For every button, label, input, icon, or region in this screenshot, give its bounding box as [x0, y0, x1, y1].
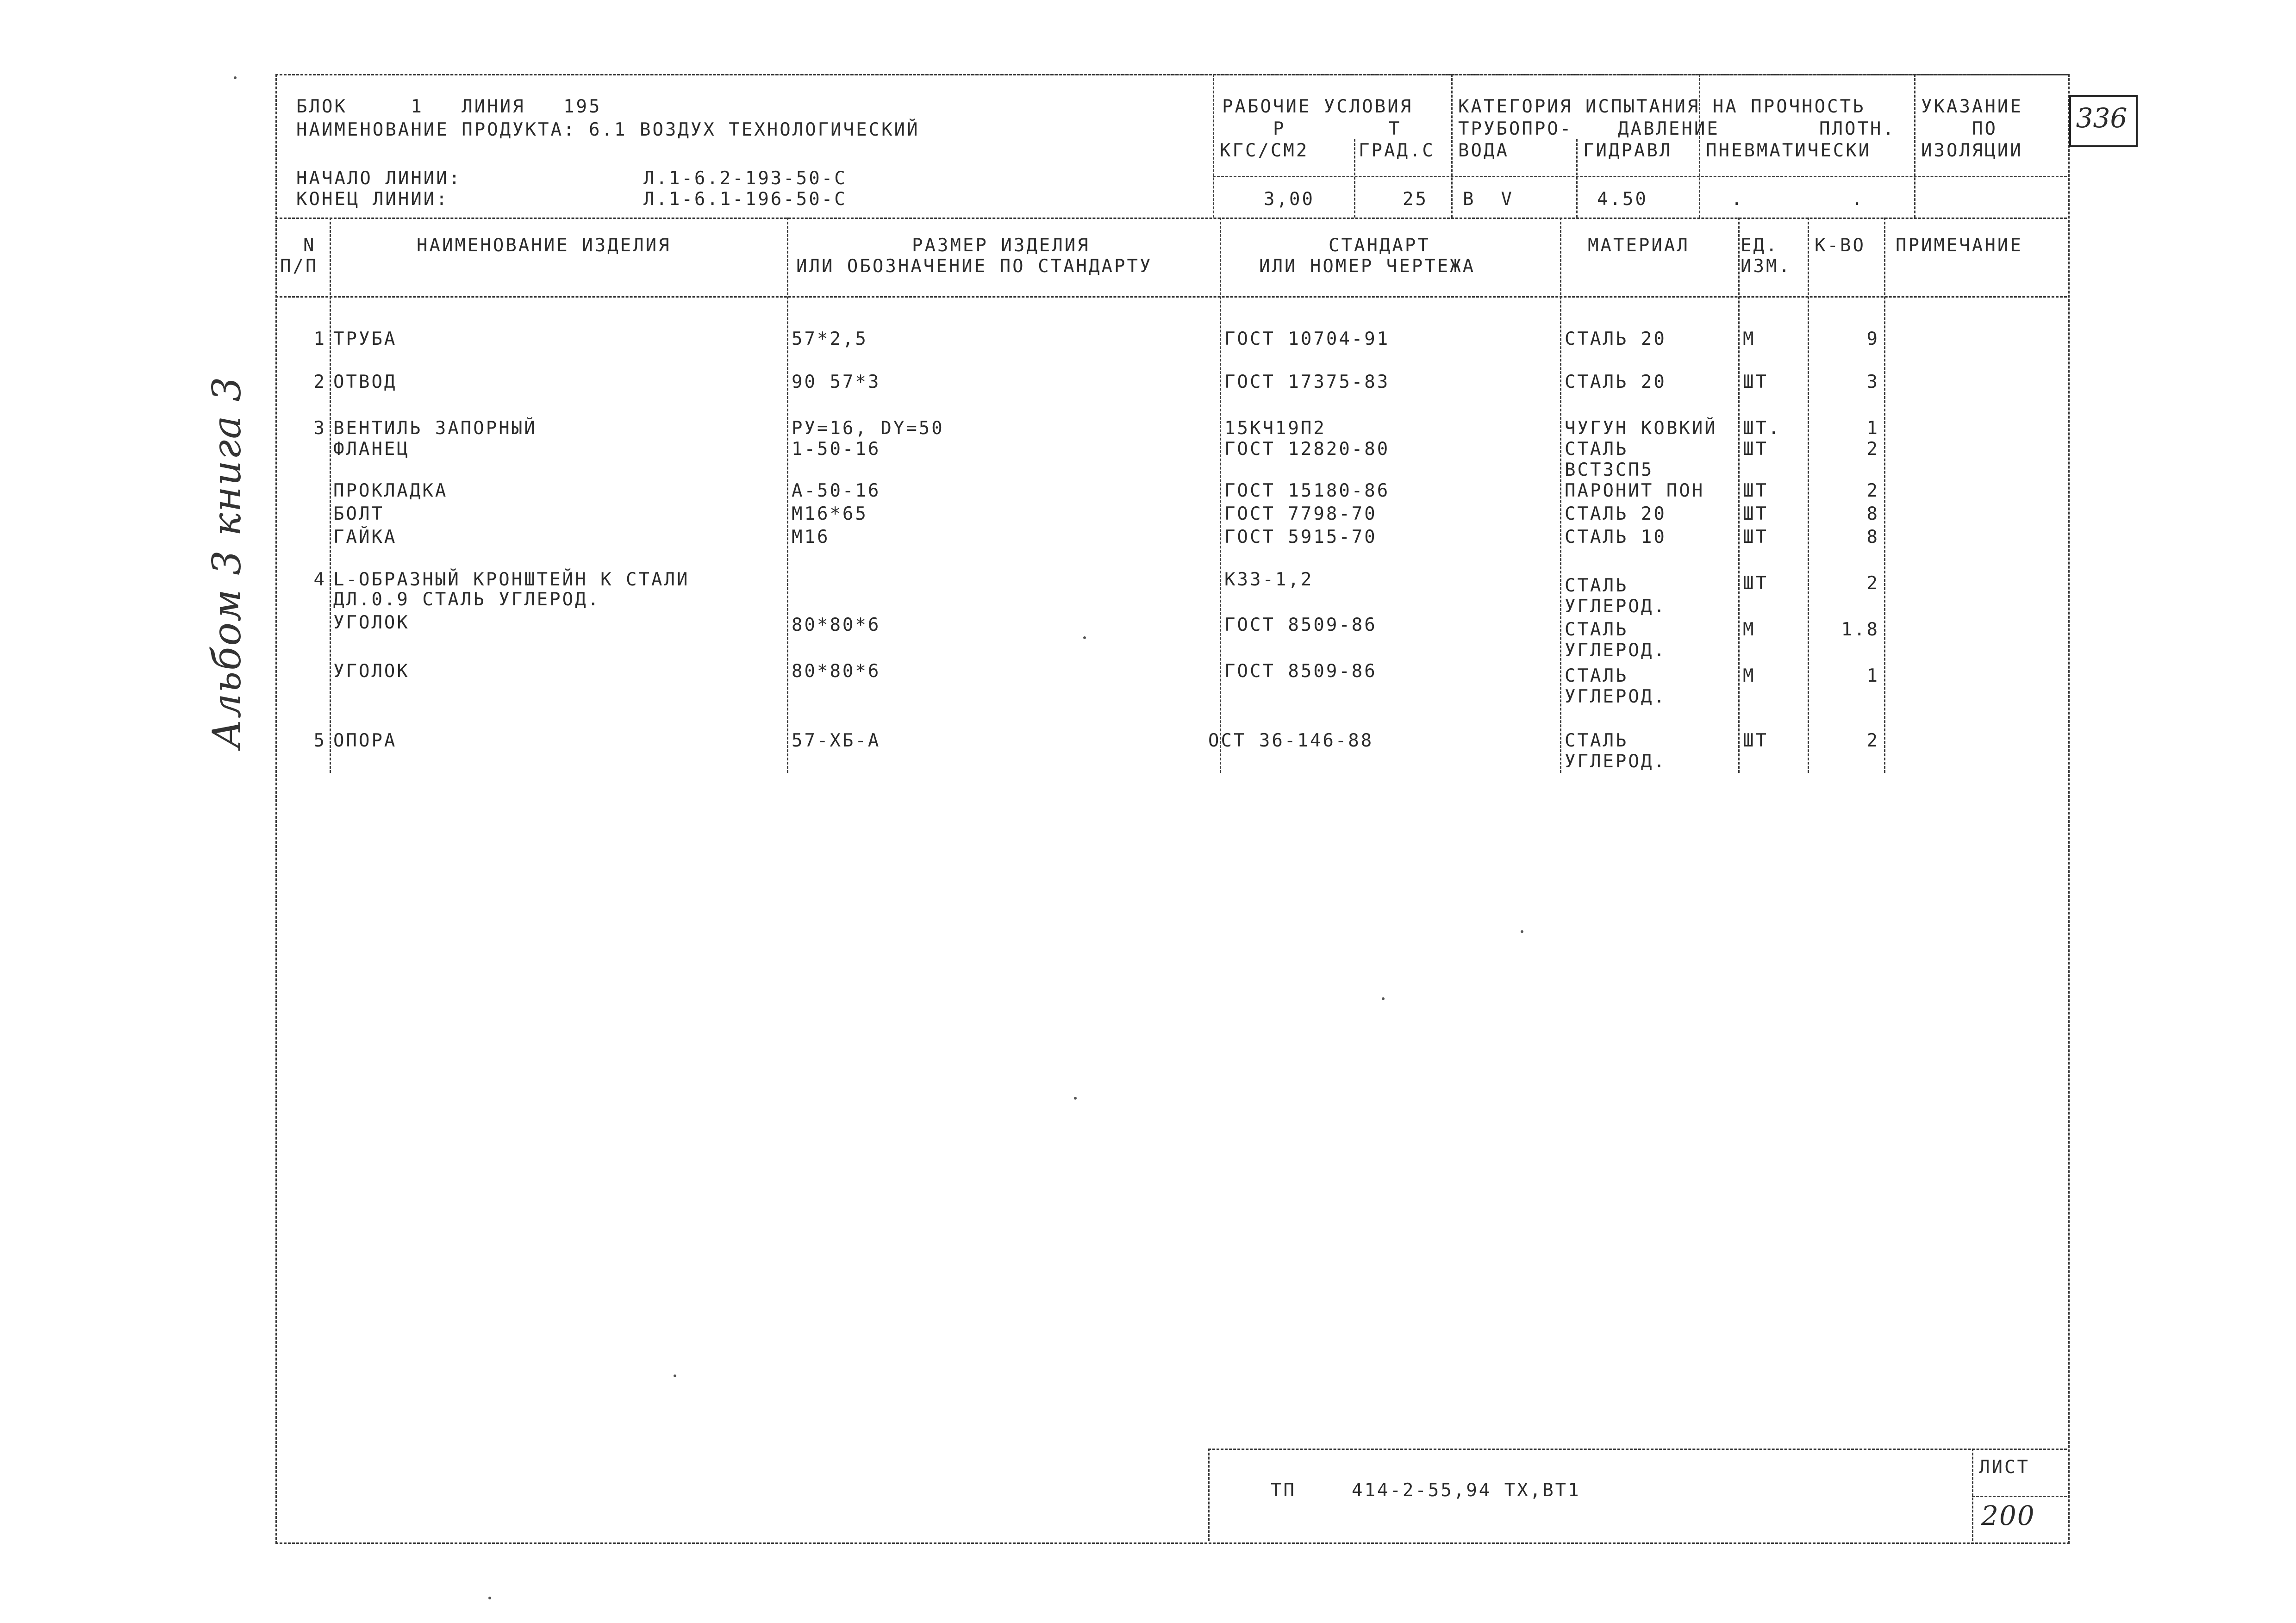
row-1-num: 1 — [313, 329, 326, 349]
scan-speck — [234, 76, 237, 79]
sheet-label-divider — [1972, 1496, 2067, 1497]
row-12-material: УГЛЕРОД. — [1565, 640, 1666, 661]
row-9-qty: 2 — [1866, 573, 1879, 594]
category-value: В V — [1463, 189, 1514, 210]
row-1-qty: 9 — [1866, 329, 1879, 349]
row-4-name: ФЛАНЕЦ — [333, 439, 410, 460]
category-label-2: ТРУБОПРО- — [1458, 118, 1573, 139]
row-13-standard: ГОСТ 8509-86 — [1224, 661, 1377, 682]
row-7-name: БОЛТ — [333, 504, 384, 524]
page-stamp-number: 336 — [2076, 102, 2128, 134]
row-13-name: УГОЛОК — [333, 661, 410, 682]
row-15-name: ОПОРА — [333, 730, 397, 751]
row-7-material: СТАЛЬ 20 — [1565, 504, 1666, 524]
row-1-unit: М — [1743, 329, 1756, 349]
project-code: 414-2-55,94 ТХ,ВТ1 — [1352, 1480, 1581, 1501]
header-bottom-line — [275, 218, 2067, 219]
row-11-material: СТАЛЬ — [1565, 619, 1628, 640]
row-6-material: ПАРОНИТ ПОН — [1565, 480, 1705, 501]
row-4-size: 1-50-16 — [792, 439, 881, 460]
row-6-size: А-50-16 — [792, 480, 881, 501]
row-13-unit: М — [1743, 665, 1756, 686]
row-2-standard: ГОСТ 17375-83 — [1224, 372, 1390, 392]
row-7-standard: ГОСТ 7798-70 — [1224, 504, 1377, 524]
col-divider — [1808, 218, 1809, 773]
row-2-name: ОТВОД — [333, 372, 397, 392]
header-mid-line — [1213, 176, 2067, 177]
col-divider — [1560, 218, 1561, 773]
header-divider — [1354, 139, 1355, 218]
row-4-material: СТАЛЬ — [1565, 439, 1628, 460]
row-8-material: СТАЛЬ 10 — [1565, 527, 1666, 547]
col-qty-label: К-ВО — [1815, 235, 1866, 256]
row-4-unit: ШТ — [1743, 439, 1768, 460]
row-9-standard: К33-1,2 — [1224, 569, 1314, 590]
row-6-qty: 2 — [1866, 480, 1879, 501]
hydraulic-label: ГИДРАВЛ — [1583, 140, 1672, 161]
row-11-name: УГОЛОК — [333, 612, 410, 633]
category-label: КАТЕГОРИЯ — [1458, 96, 1573, 117]
row-7-size: М16*65 — [792, 504, 868, 524]
work-conditions-label: РАБОЧИЕ УСЛОВИЯ — [1222, 96, 1413, 117]
row-13-material: СТАЛЬ — [1565, 665, 1628, 686]
row-3-material: ЧУГУН КОВКИЙ — [1565, 418, 1717, 439]
row-9-unit: ШТ — [1743, 573, 1768, 594]
row-2-size: 90 57*3 — [792, 372, 881, 392]
row-2-material: СТАЛЬ 20 — [1565, 372, 1666, 392]
scan-speck — [674, 1374, 676, 1377]
row-9-name: L-ОБРАЗНЫЙ КРОНШТЕЙН К СТАЛИ — [333, 569, 690, 590]
side-album-label: Альбом 3 книга 3 — [204, 376, 250, 749]
row-7-unit: ШТ — [1743, 504, 1768, 524]
header-divider — [1451, 74, 1453, 218]
row-3-unit: ШТ. — [1743, 418, 1781, 439]
row-1-name: ТРУБА — [333, 329, 397, 349]
col-unit-label: ЕД. — [1741, 235, 1779, 256]
row-3-qty: 1 — [1866, 418, 1879, 439]
block-line-label: БЛОК 1 ЛИНИЯ 195 — [296, 96, 602, 117]
row-9-num: 4 — [313, 569, 326, 590]
row-8-standard: ГОСТ 5915-70 — [1224, 527, 1377, 547]
row-2-unit: ШТ — [1743, 372, 1768, 392]
scan-speck — [488, 1597, 491, 1599]
col-divider — [1220, 218, 1221, 773]
insulation-label: УКАЗАНИЕ — [1921, 96, 2023, 117]
row-5-material: ВСТ3СП5 — [1565, 460, 1654, 480]
project-code-prefix: ТП — [1271, 1480, 1296, 1501]
test-pressure-label: ДАВЛЕНИЕ — [1618, 118, 1720, 139]
row-6-unit: ШТ — [1743, 480, 1768, 501]
header-top-line — [275, 74, 2067, 75]
pressure-symbol: Р — [1273, 118, 1286, 139]
row-4-standard: ГОСТ 12820-80 — [1224, 439, 1390, 460]
row-14-material: УГЛЕРОД. — [1565, 686, 1666, 707]
insulation-label-3: ИЗОЛЯЦИИ — [1921, 140, 2023, 161]
row-9-material: СТАЛЬ — [1565, 575, 1628, 596]
row-6-standard: ГОСТ 15180-86 — [1224, 480, 1390, 501]
col-note-label: ПРИМЕЧАНИЕ — [1896, 235, 2023, 256]
row-13-qty: 1 — [1866, 665, 1879, 686]
col-standard-label: СТАНДАРТ — [1329, 235, 1430, 256]
row-8-unit: ШТ — [1743, 527, 1768, 547]
scan-speck — [1074, 1097, 1077, 1100]
row-15-size: 57-ХБ-А — [792, 730, 881, 751]
title-block-top-line — [1208, 1449, 2067, 1450]
insulation-label-2: ПО — [1972, 118, 1997, 139]
temperature-value: 25 — [1403, 189, 1428, 210]
col-num-label: N — [303, 235, 316, 256]
row-8-size: М16 — [792, 527, 830, 547]
row-15-unit: ШТ — [1743, 730, 1768, 751]
line-end-label: КОНЕЦ ЛИНИИ: — [296, 189, 449, 210]
pressure-value: 3,00 — [1264, 189, 1315, 210]
col-size-label: РАЗМЕР ИЗДЕЛИЯ — [912, 235, 1090, 256]
col-divider — [1884, 218, 1885, 773]
sheet-label: ЛИСТ — [1979, 1457, 2030, 1478]
header-divider — [1699, 74, 1700, 218]
row-3-size: РУ=16, DY=50 — [792, 418, 944, 439]
title-block-left-line — [1208, 1449, 1210, 1541]
line-start-label: НАЧАЛО ЛИНИИ: — [296, 168, 462, 189]
header-divider — [1914, 74, 1915, 218]
col-size-label-2: ИЛИ ОБОЗНАЧЕНИЕ ПО СТАНДАРТУ — [796, 256, 1153, 277]
document-frame — [275, 74, 2070, 1544]
row-3-standard: 15КЧ19П2 — [1224, 418, 1326, 439]
row-8-name: ГАЙКА — [333, 527, 397, 547]
sheet-number: 200 — [1981, 1500, 2035, 1531]
header-divider — [1576, 139, 1578, 218]
row-15-standard: ОСТ 36-146-88 — [1208, 730, 1374, 751]
row-11-qty: 1.8 — [1841, 619, 1879, 640]
row-16-material: УГЛЕРОД. — [1565, 751, 1666, 772]
row-10-material: УГЛЕРОД. — [1565, 596, 1666, 617]
col-divider — [330, 218, 331, 773]
scan-speck — [1382, 997, 1385, 1000]
col-divider — [1738, 218, 1740, 773]
density-label: ПЛОТН. — [1819, 118, 1896, 139]
row-2-qty: 3 — [1866, 372, 1879, 392]
row-3-num: 3 — [313, 418, 326, 439]
row-10-name: ДЛ.0.9 СТАЛЬ УГЛЕРОД. — [333, 589, 601, 610]
row-6-name: ПРОКЛАДКА — [333, 480, 448, 501]
col-standard-label-2: ИЛИ НОМЕР ЧЕРТЕЖА — [1259, 256, 1476, 277]
row-11-size: 80*80*6 — [792, 615, 881, 635]
row-11-unit: М — [1743, 619, 1756, 640]
strength-test-label: ИСПЫТАНИЯ НА ПРОЧНОСТЬ — [1585, 96, 1866, 117]
row-11-standard: ГОСТ 8509-86 — [1224, 615, 1377, 635]
row-8-qty: 8 — [1866, 527, 1879, 547]
product-name: НАИМЕНОВАНИЕ ПРОДУКТА: 6.1 ВОЗДУХ ТЕХНОЛОГИЧЕСКИЙ — [296, 119, 920, 140]
col-unit-label-2: ИЗМ. — [1741, 256, 1791, 277]
scan-speck — [1521, 930, 1523, 933]
scan-speck — [1083, 636, 1086, 639]
category-label-3: ВОДА — [1458, 140, 1509, 161]
row-7-qty: 8 — [1866, 504, 1879, 524]
line-start-value: Л.1-6.2-193-50-С — [643, 168, 847, 189]
col-name-label: НАИМЕНОВАНИЕ ИЗДЕЛИЯ — [417, 235, 671, 256]
title-block-sheet-divider — [1972, 1449, 1973, 1541]
line-end-value: Л.1-6.1-196-50-С — [643, 189, 847, 210]
row-1-size: 57*2,5 — [792, 329, 868, 349]
temperature-unit: ГРАД.С — [1359, 140, 1435, 161]
row-3-name: ВЕНТИЛЬ ЗАПОРНЫЙ — [333, 418, 537, 439]
row-15-qty: 2 — [1866, 730, 1879, 751]
row-13-size: 80*80*6 — [792, 661, 881, 682]
col-material-label: МАТЕРИАЛ — [1588, 235, 1690, 256]
row-15-material: СТАЛЬ — [1565, 730, 1628, 751]
temperature-symbol: Т — [1389, 118, 1402, 139]
row-15-num: 5 — [313, 730, 326, 751]
col-divider — [787, 218, 788, 773]
columns-header-line — [275, 296, 2067, 298]
col-num-label-2: П/П — [280, 256, 318, 277]
pressure-unit: КГС/СМ2 — [1220, 140, 1309, 161]
density-value: . — [1852, 189, 1865, 210]
header-divider — [1213, 74, 1214, 218]
row-1-standard: ГОСТ 10704-91 — [1224, 329, 1390, 349]
hydraulic-value: 4.50 — [1597, 189, 1648, 210]
pneumatic-value: . — [1731, 189, 1744, 210]
row-1-material: СТАЛЬ 20 — [1565, 329, 1666, 349]
row-2-num: 2 — [313, 372, 326, 392]
pneumatic-label: ПНЕВМАТИЧЕСКИ — [1706, 140, 1872, 161]
row-4-qty: 2 — [1866, 439, 1879, 460]
